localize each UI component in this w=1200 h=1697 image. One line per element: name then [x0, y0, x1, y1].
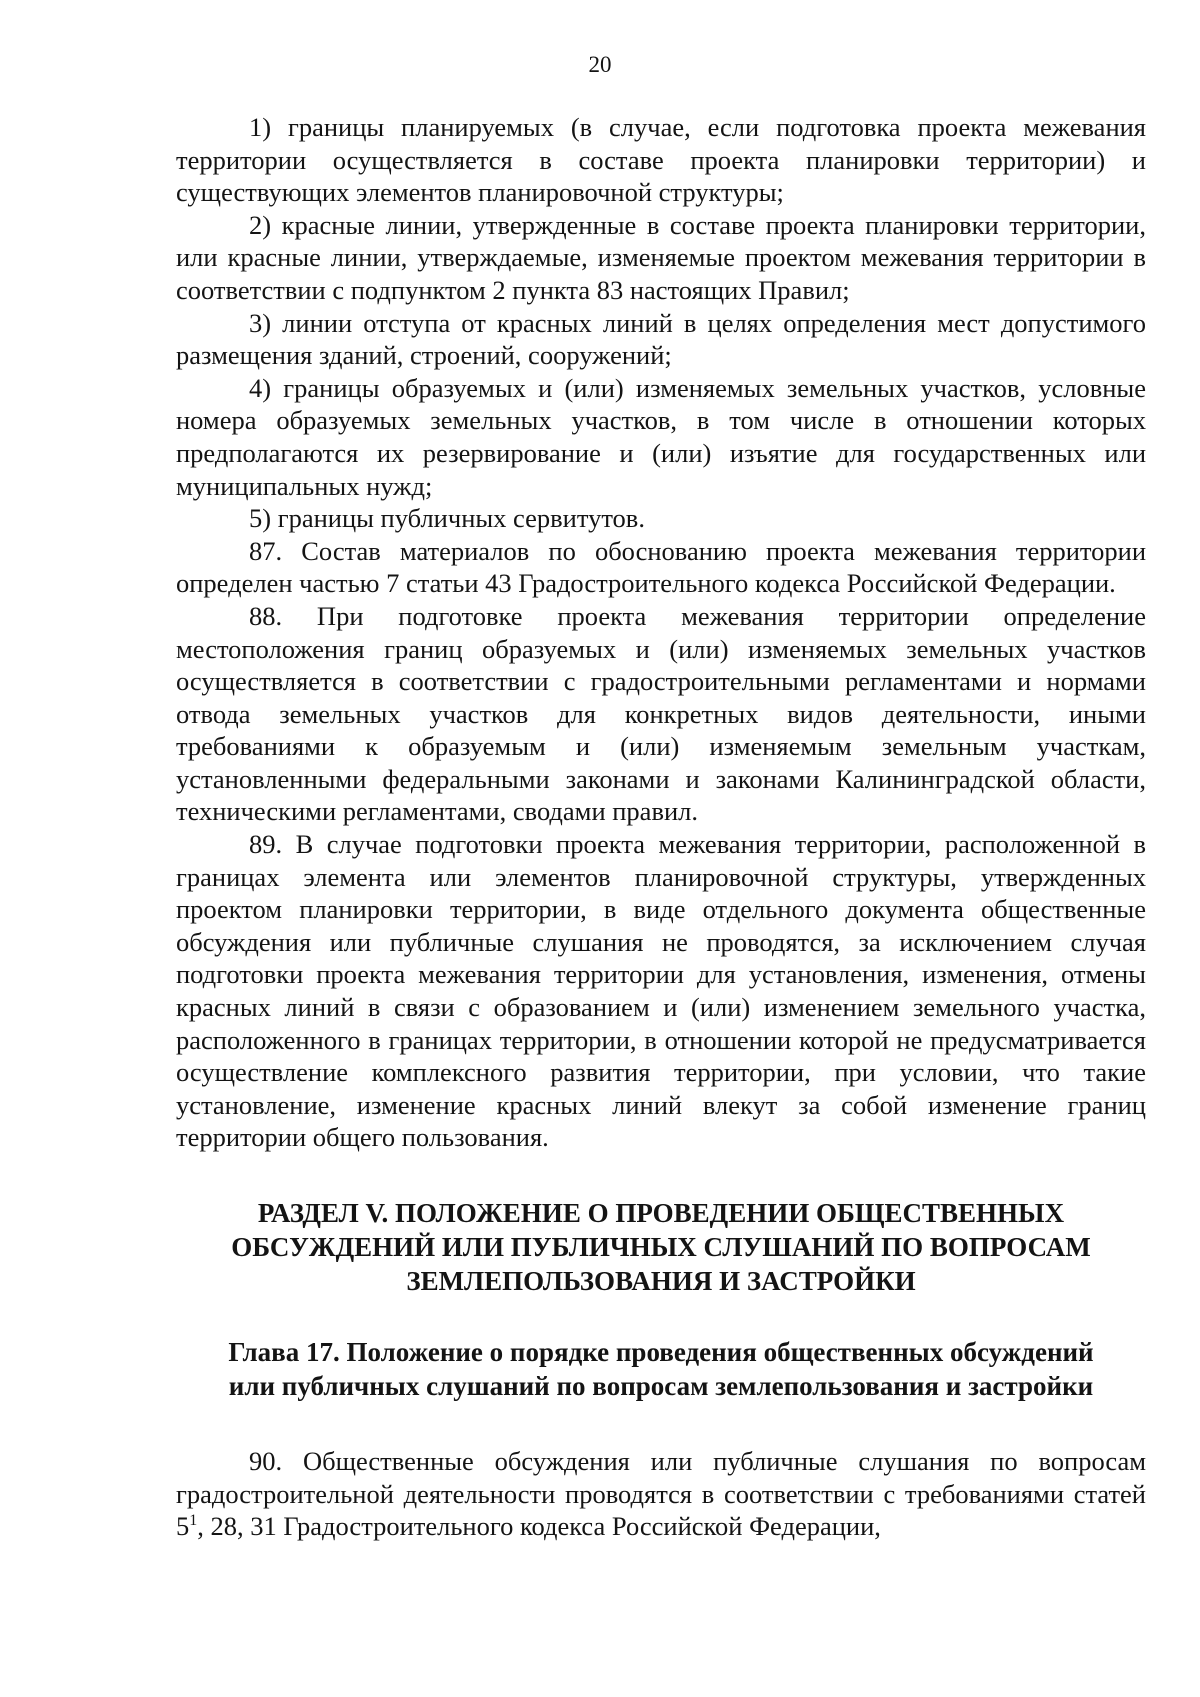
paragraph-item-2: 2) красные линии, утвержденные в составе проекта планировки территории, или красные линии, утверждаемые, изменяемые проектом межевания территории в соответствии с подпунктом 2 пункта 83 настоящих Правил; — [176, 209, 1146, 305]
section-title-line-1: РАЗДЕЛ V. ПОЛОЖЕНИЕ О ПРОВЕДЕНИИ ОБЩЕСТВЕННЫХ — [257, 1198, 1065, 1228]
paragraph-item-4: 4) границы образуемых и (или) изменяемых земельных участков, условные номера образуемых земельных участков, в том числе в отношении которых предполагаются их резервирование и (или) изъятие для государственных или муниципальных нужд; — [176, 372, 1146, 501]
section-title-line-2: ОБСУЖДЕНИЙ ИЛИ ПУБЛИЧНЫХ СЛУШАНИЙ ПО ВОПРОСАМ — [231, 1232, 1091, 1262]
chapter-title — [176, 1335, 1146, 1403]
chapter-title-line-1: Глава 17. Положение о порядке проведения общественных обсуждений — [228, 1337, 1094, 1367]
section-title — [176, 1196, 1146, 1298]
paragraph-item-3: 3) линии отступа от красных линий в целях определения мест допустимого размещения зданий, строений, сооружений; — [176, 307, 1146, 371]
paragraph-90-text-start: 90. Общественные обсуждения или публичные слушания по вопросам градостроительной деятельности проводятся в соответствии с требованиями статей 5 — [176, 1446, 1146, 1542]
paragraph-90-text-end: , 28, 31 Градостроительного кодекса Российской Федерации, — [197, 1511, 881, 1542]
paragraph-90 — [176, 1445, 1146, 1543]
paragraph-89: 89. В случае подготовки проекта межевания территории, расположенной в границах элемента или элементов планировочной структуры, утвержденных проектом планировки территории, в виде отдельного документа общественные обсуждения или публичные слушания не проводятся, за исключением случая подготовки проекта межевания территории для установления, изменения, отмены красных линий в связи с образованием и (или) изменением земельного участка, расположенного в границах территории, в отношении которой не предусматривается осуществление комплексного развития территории, при условии, что такие установление, изменение красных линий влекут за собой изменение границ территории общего пользования. — [176, 829, 1146, 1153]
page-number: 20 — [588, 52, 612, 77]
section-title-line-3: ЗЕМЛЕПОЛЬЗОВАНИЯ И ЗАСТРОЙКИ — [406, 1266, 916, 1296]
chapter-title-line-2: или публичных слушаний по вопросам землепользования и застройки — [228, 1371, 1094, 1401]
paragraph-item-1: 1) границы планируемых (в случае, если подготовка проекта межевания территории осуществляется в составе проекта планировки территории) и существующих элементов планировочной структуры; — [176, 112, 1146, 208]
paragraph-88: 88. При подготовке проекта межевания территории определение местоположения границ образуемых и (или) изменяемых земельных участков осуществляется в соответствии с градостроительными регламентами и нормами отвода земельных участков для конкретных видов деятельности, иными требованиями к образуемым и (или) изменяемым земельным участкам, установленными федеральными законами и законами Калининградской области, техническими регламентами, сводами правил. — [176, 600, 1146, 827]
paragraph-87: 87. Состав материалов по обоснованию проекта межевания территории определен частью 7 статьи 43 Градостроительного кодекса Российской Федерации. — [176, 535, 1146, 599]
paragraph-item-5: 5) границы публичных сервитутов. — [249, 503, 645, 534]
document-body — [176, 111, 1146, 1543]
superscript-mark: 1 — [189, 1512, 198, 1530]
